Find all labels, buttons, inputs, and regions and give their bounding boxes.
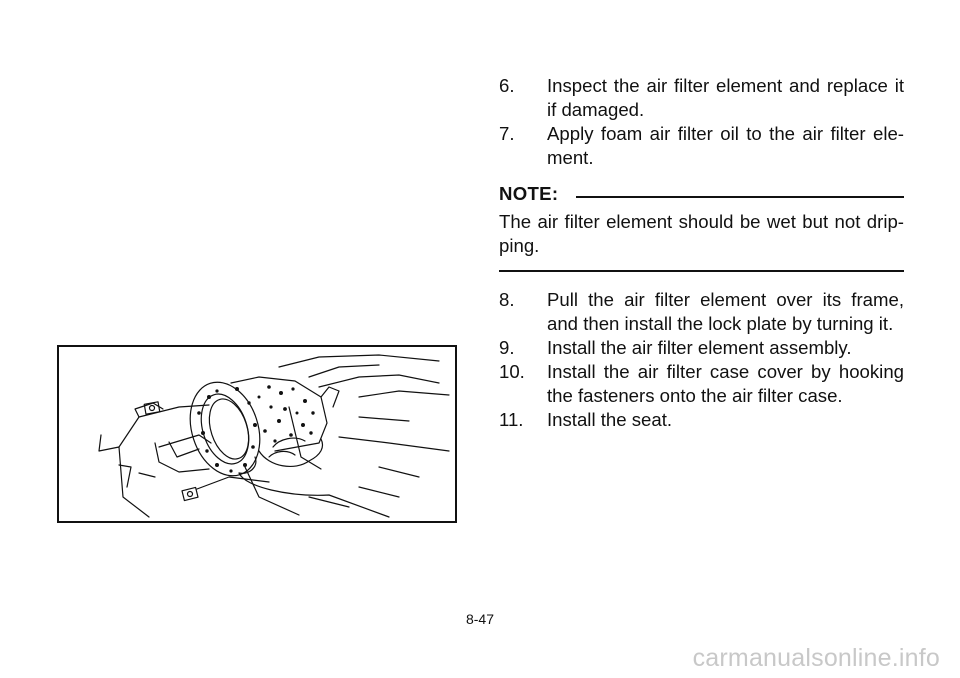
step-6 [499, 74, 904, 122]
step-number: 6. [499, 75, 515, 96]
step-11 [499, 408, 904, 432]
note-header [499, 182, 904, 206]
note-text: The air filter element should be wet but not drip-ping. [499, 211, 904, 256]
instruction-column [499, 74, 904, 432]
step-text: Install the air filter element assembly. [547, 337, 852, 358]
note-label: NOTE: [499, 183, 559, 204]
step-text: Inspect the air filter element and replace it if damaged. [547, 75, 904, 120]
air-filter-illustration [57, 345, 457, 523]
step-text: Install the air filter case cover by hooking the fasteners onto the air filter case. [547, 361, 904, 406]
note-rule-bottom [499, 270, 904, 272]
step-9 [499, 336, 904, 360]
step-number: 11. [499, 409, 524, 430]
hand-holding-filter-drawing [59, 347, 455, 521]
step-number: 8. [499, 289, 515, 310]
step-text: Pull the air filter element over its frame, and then install the lock plate by turning it. [547, 289, 904, 334]
step-number: 10. [499, 361, 525, 382]
page-number: 8-47 [465, 611, 495, 627]
step-text: Install the seat. [547, 409, 673, 430]
step-10 [499, 360, 904, 408]
step-8 [499, 288, 904, 336]
step-7 [499, 122, 904, 170]
watermark-text: carmanualsonline.info [692, 644, 940, 672]
note-rule-top [576, 196, 904, 198]
step-number: 9. [499, 337, 515, 358]
step-number: 7. [499, 123, 515, 144]
step-text: Apply foam air filter oil to the air filter ele-ment. [547, 123, 904, 168]
